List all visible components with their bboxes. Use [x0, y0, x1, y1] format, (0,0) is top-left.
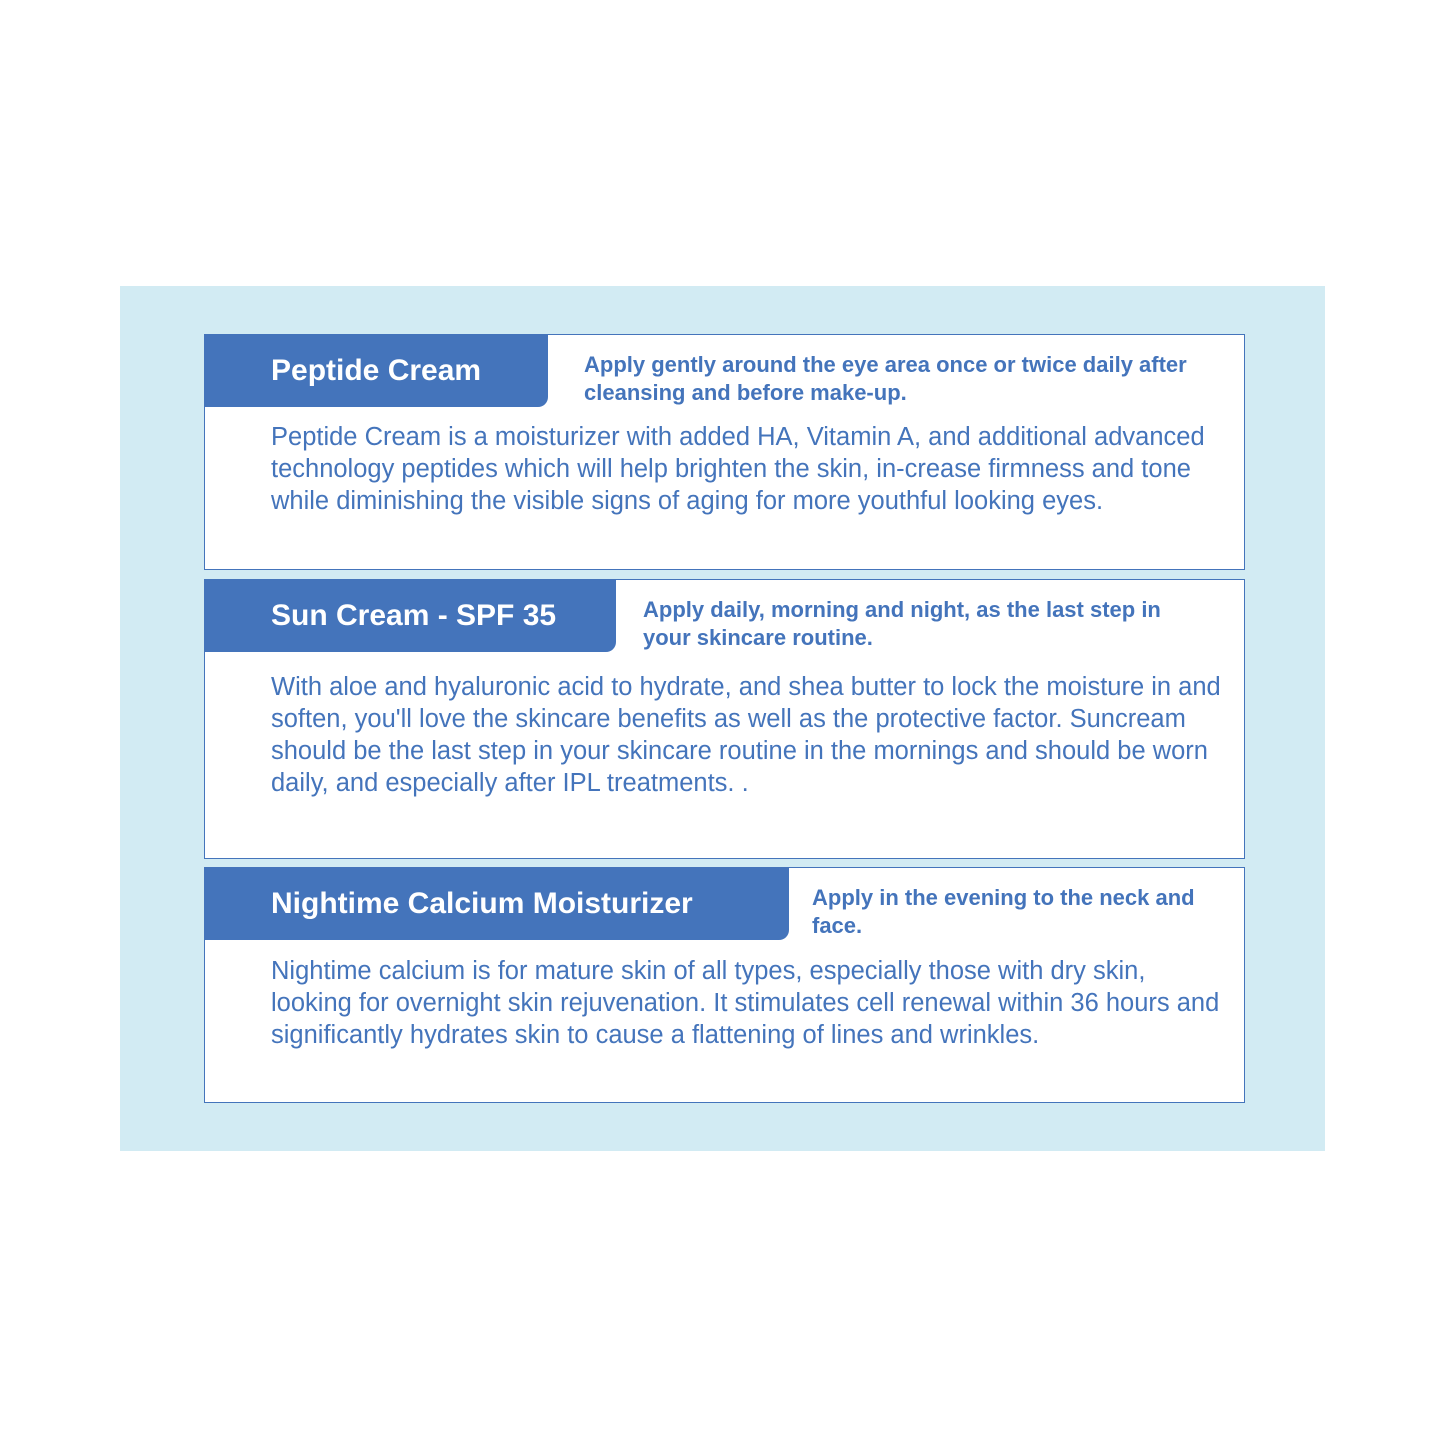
product-instructions: Apply in the evening to the neck and face.: [812, 885, 1195, 938]
product-card-peptide-cream: [204, 334, 1245, 570]
product-card-nightime-calcium: [204, 867, 1245, 1103]
product-description: Nightime calcium is for mature skin of all types, especially those with dry skin, looking for overnight skin rejuvenation. It stimulates cell renewal within 36 hours and significantly hydrates skin to cause a flattening of lines and wrinkles.: [271, 957, 1220, 1049]
product-title: Nightime Calcium Moisturizer: [204, 867, 789, 940]
product-description: Peptide Cream is a moisturizer with added HA, Vitamin A, and additional advanced technology peptides which will help brighten the skin, in-crease firmness and tone while diminishing the visible signs of aging for more youthful looking eyes.: [271, 423, 1205, 515]
product-title: Sun Cream - SPF 35: [204, 579, 616, 652]
product-card-sun-cream: [204, 579, 1245, 859]
product-description: With aloe and hyaluronic acid to hydrate, and shea butter to lock the moisture in and soften, you'll love the skincare benefits as well as the protective factor. Suncream should be the last step in your skincare routine in the mornings and should be worn daily, and especially after IPL treatments. .: [271, 673, 1221, 797]
product-instructions: Apply gently around the eye area once or twice daily after cleansing and before make-up.: [584, 352, 1187, 405]
product-instructions: Apply daily, morning and night, as the last step in your skincare routine.: [643, 597, 1161, 650]
product-panel: [120, 286, 1325, 1151]
product-title: Peptide Cream: [204, 334, 548, 407]
